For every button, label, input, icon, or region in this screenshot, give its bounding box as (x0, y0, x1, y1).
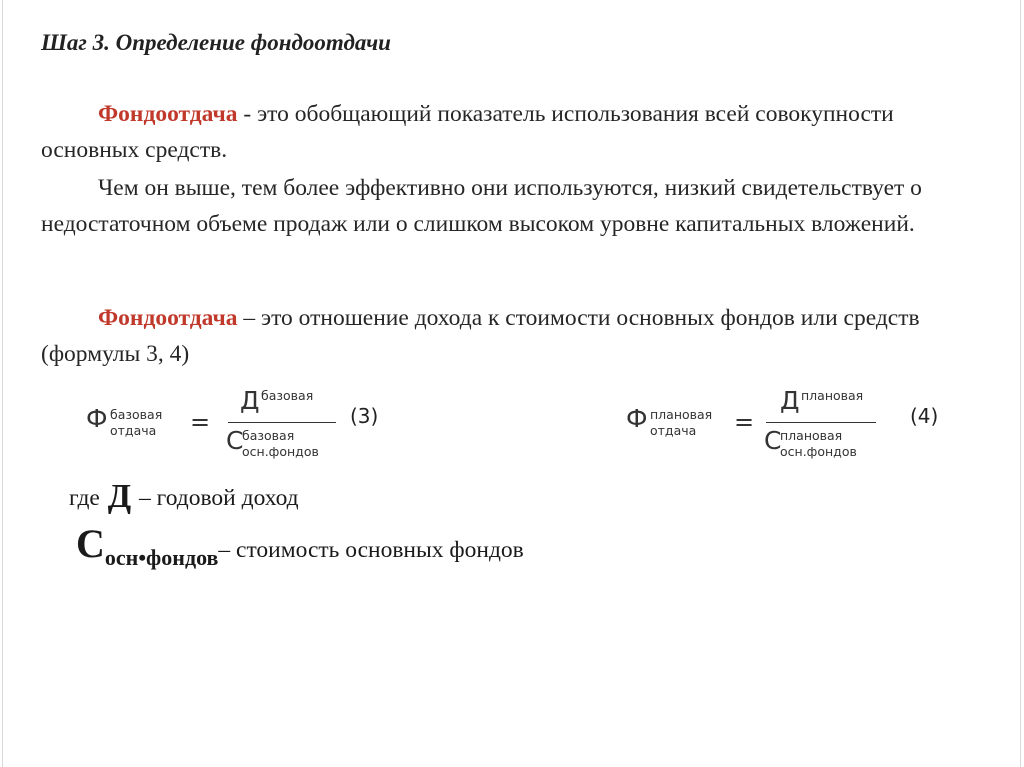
definition-c-dot: • (138, 545, 147, 570)
paragraph-definition-2 (41, 300, 981, 372)
formula-3 (86, 384, 346, 464)
formula-4-denominator-symbol: С (764, 426, 782, 455)
definition-c-sub2: фондов (146, 545, 219, 570)
formula-4-denominator-sup: плановая (780, 428, 843, 443)
formula-4-lhs-symbol: Ф (626, 404, 648, 433)
slide-heading: Шаг 3. Определение фондоотдачи (41, 30, 391, 55)
formula-3-lhs-sub: отдача (110, 423, 157, 438)
formula-4-denominator-sub: осн.фондов (780, 444, 857, 459)
paragraph-1-text: - это обобщающий показатель использования всей совокупности основных средств. (41, 101, 894, 163)
formula-3-numerator-sup: базовая (261, 388, 314, 403)
formula-3-lhs-sup: базовая (110, 407, 163, 422)
definition-c-symbol: С (76, 521, 105, 566)
formula-4-fraction-bar (766, 422, 876, 423)
formula-3-denominator-sup: базовая (242, 428, 295, 443)
formula-4 (626, 384, 886, 464)
paragraph-explanation (41, 170, 981, 242)
formula-4-number: (4) (910, 404, 939, 428)
definition-d-symbol: Д (107, 478, 132, 515)
formula-4-lhs-sup: плановая (650, 407, 713, 422)
paragraph-2-text: Чем он выше, тем более эффективно они используются, низкий свидетельствует о недостаточном объеме продаж или о слишком высоком уровне капитальных вложений. (41, 175, 922, 237)
term-fondootdacha-2: Фондоотдача (98, 305, 238, 331)
formula-4-numerator-sup: плановая (801, 388, 864, 403)
formula-3-number: (3) (350, 404, 379, 428)
formula-3-fraction-bar (228, 422, 336, 423)
formula-3-equals: = (190, 408, 211, 436)
formula-4-equals: = (734, 408, 755, 436)
formula-3-numerator-symbol: Д (240, 386, 260, 415)
definition-d (69, 476, 299, 514)
formula-3-denominator-symbol: С (226, 426, 244, 455)
definition-c (76, 520, 524, 570)
slide-right-border (1020, 0, 1021, 767)
definition-c-sub: осн (104, 545, 139, 570)
formula-4-numerator-symbol: Д (780, 386, 800, 415)
definition-c-text: – стоимость основных фондов (218, 537, 524, 563)
formula-3-lhs-symbol: Ф (86, 404, 108, 433)
term-fondootdacha-1: Фондоотдача (98, 101, 238, 127)
paragraph-definition-1 (41, 96, 981, 168)
definition-d-prefix: где (69, 485, 100, 511)
slide-left-border (2, 0, 3, 767)
definition-d-text: – годовой доход (133, 485, 299, 511)
paragraph-3-text: – это отношение дохода к стоимости основных фондов или средств (формулы 3, 4) (41, 305, 920, 367)
formula-4-lhs-sub: отдача (650, 423, 697, 438)
formula-3-denominator-sub: осн.фондов (242, 444, 319, 459)
